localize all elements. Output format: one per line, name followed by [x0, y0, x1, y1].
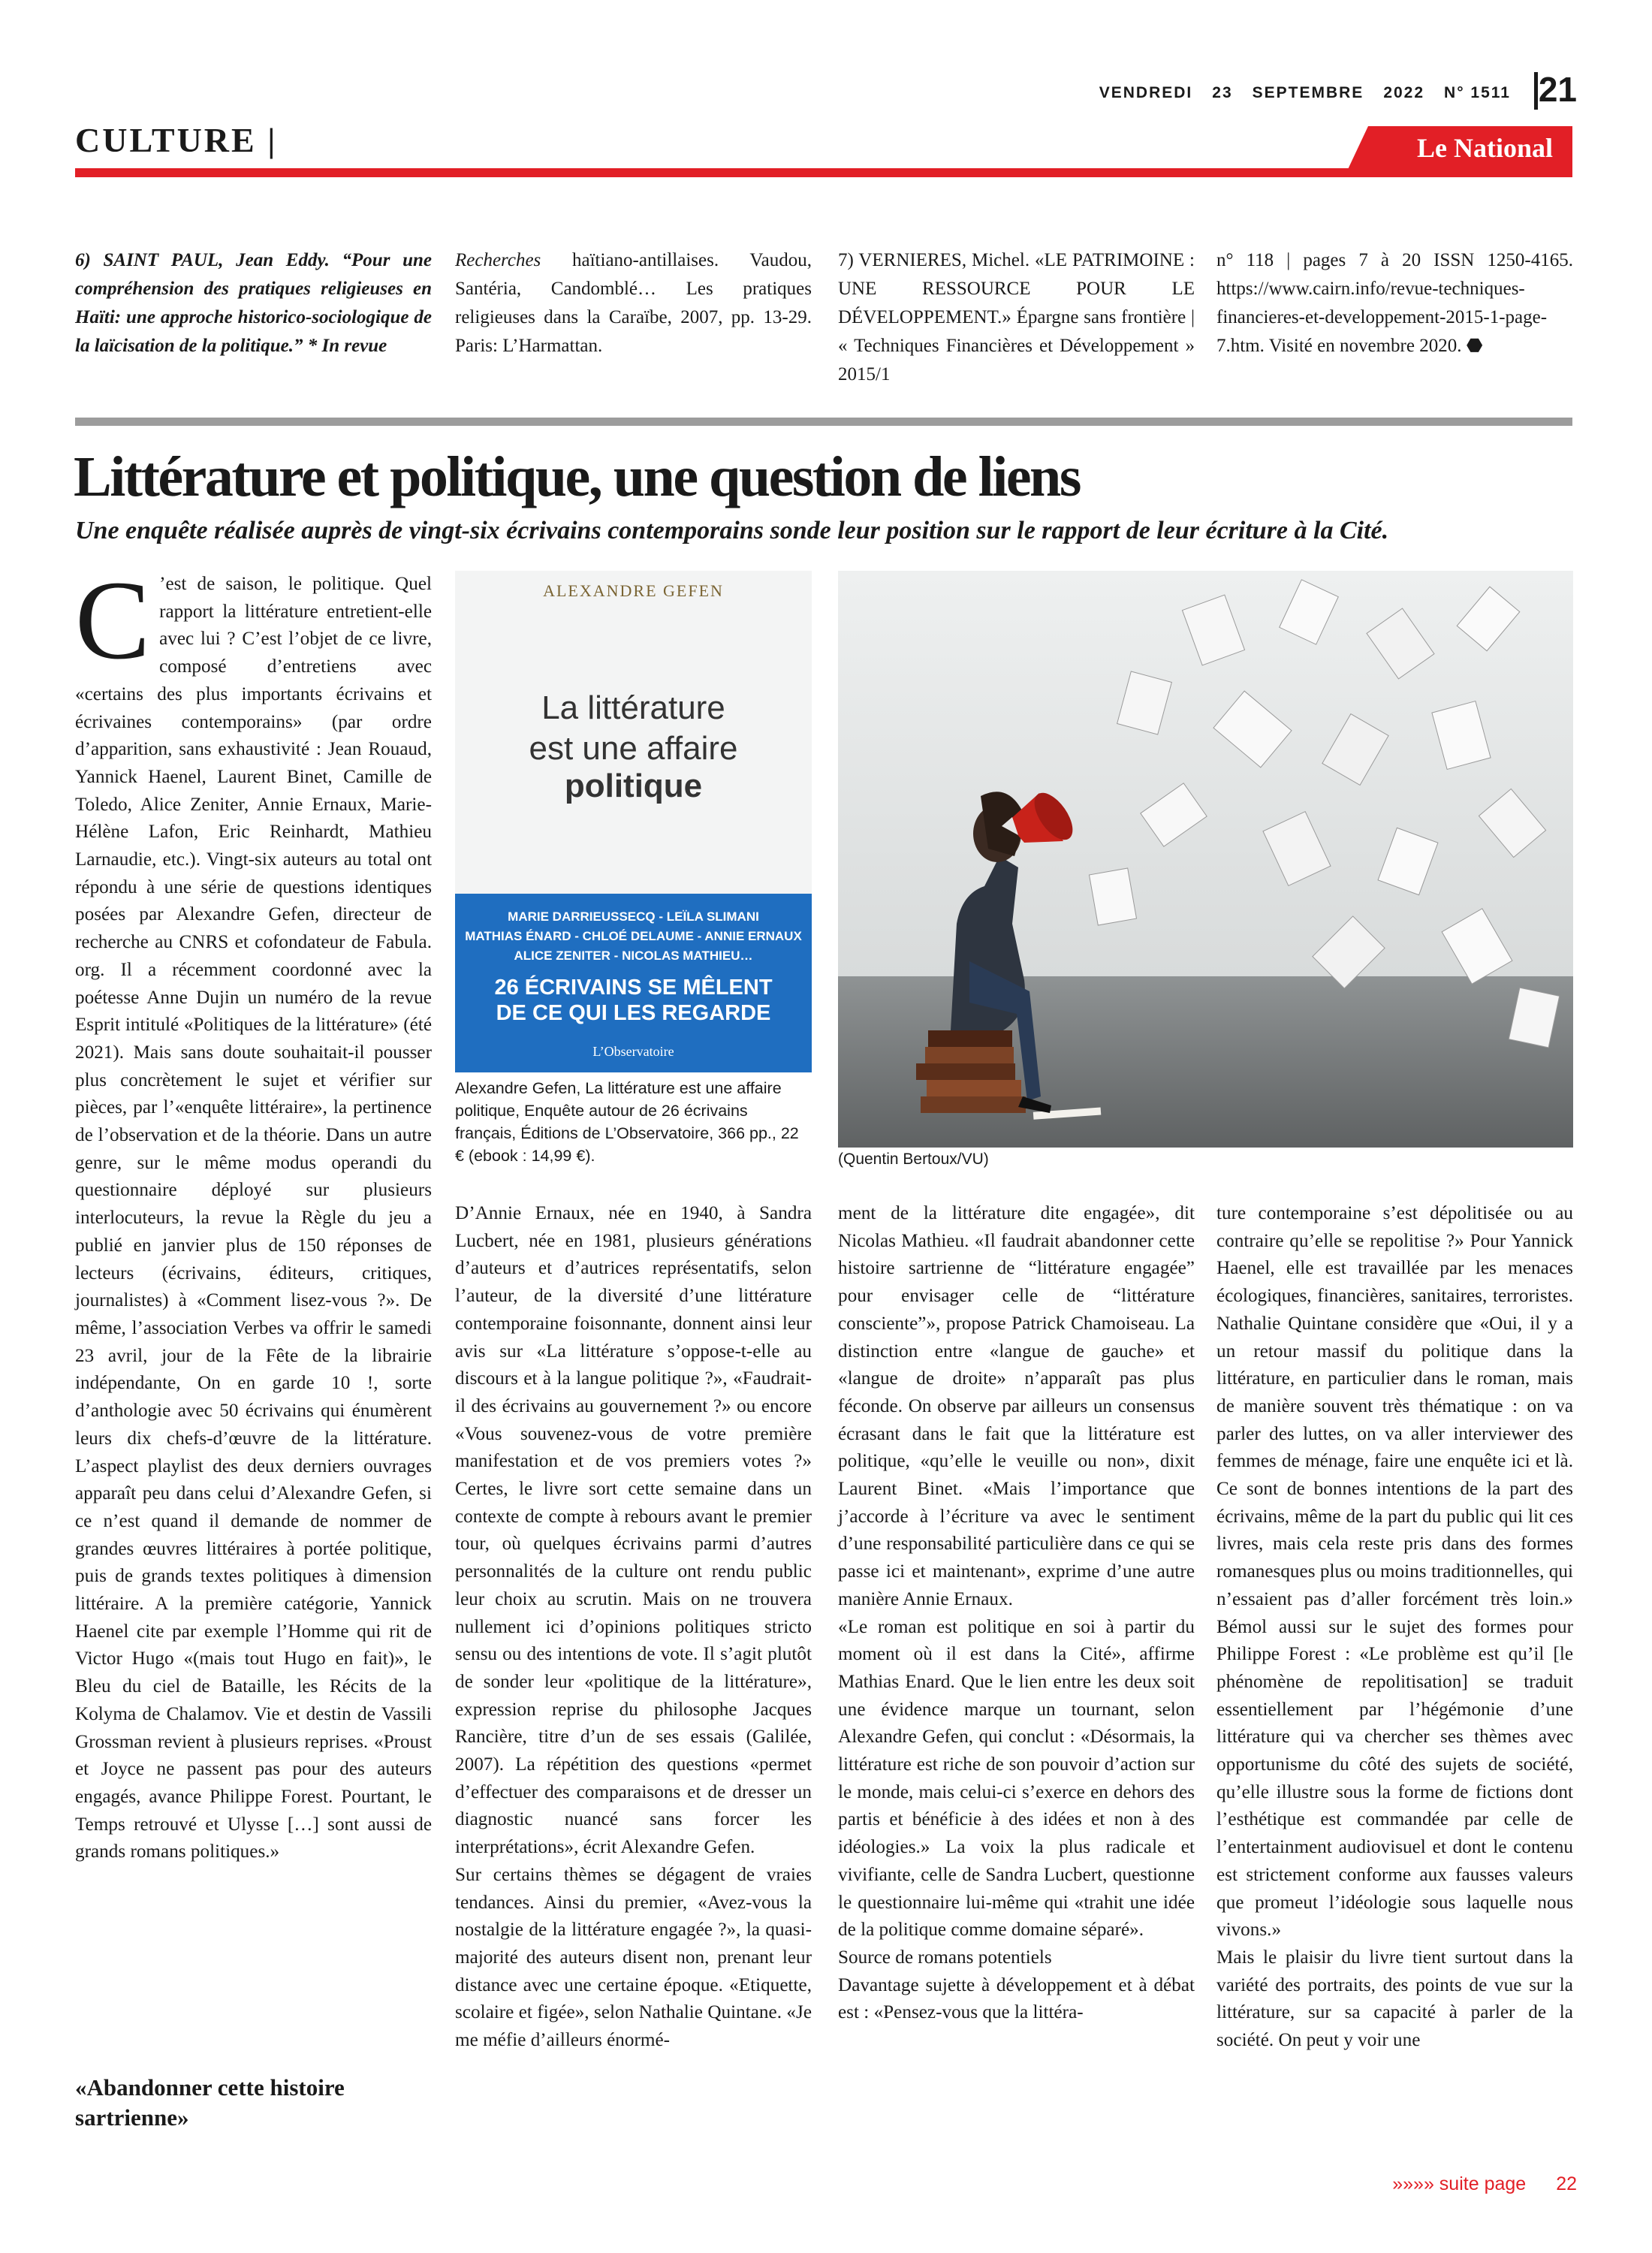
- article-column-3: [838, 1200, 1195, 2027]
- brand-name: Le National: [1416, 133, 1553, 163]
- article-subtitle: Une enquête réalisée auprès de vingt-six écrivains contemporains sonde leur position sur le rapport de leur écriture à la Cité.: [75, 517, 1389, 544]
- cover-author-names: [455, 907, 812, 966]
- column-3-paragraph: ment de la littérature dite engagée», dit Nicolas Mathieu. «Il faudrait abandonner cette histoire sartrienne de “littérature engagée” pour envisager celle de “littérature consciente”», propose Patrick Chamoiseau. La distinction entre «langue de gauche» et «langue de droite» n’apparaît pas plus féconde. On observe par ailleurs un consensus écrasant dans le fait que la littérature est politique, «qu’elle le veuille ou non», dixit Laurent Binet. «Mais l’importance que j’accorde à l’écriture va avec le sentiment d’une responsabilité particulière dans ce qui se passe ici et maintenant», exprime d’une autre manière Annie Ernaux.: [838, 1203, 1195, 1609]
- reference-7-continued: n° 118 | pages 7 à 20 ISSN 1250-4165. https://www.cairn.info/revue-techniques-financieres-et-developpement-2015-1-page-7.htm. Visité en novembre 2020. ⬣: [1216, 250, 1573, 356]
- cover-author: ALEXANDRE GEFEN: [543, 581, 724, 600]
- reference-6-rest: haïtiano-antillaises. Vaudou, Santéria, Candomblé… Les pratiques religieuses dans la Caraïbe, 2007, pp. 13-29. Paris: L’Harmattan.: [455, 250, 812, 356]
- article-divider: [75, 418, 1572, 426]
- article-column-2: [455, 1200, 812, 2055]
- cover-title-line-2: est une affaire: [529, 730, 738, 767]
- column-4-paragraph: ture contemporaine s’est dépolitisée ou au contraire qu’elle se repolitise ?» Pour Yannick Haenel, elle est travaillée par les menaces écologiques, financières, sanitaires, terroristes. Nathalie Quintane considère que «Oui, il y a un retour massif du politique dans la littérature, en particulier dans le roman, mais de manière souvent très thématique : on va parler des luttes, on va aller interviewer des femmes de ménage, faire une enquête ici et là. Ce sont de bonnes intentions de la part des écrivains, même de la part du public qui lit ces livres, mais cela reste pris dans des formes romanesques plus ou moins traditionnelles, qui n’essaient pas d’aller forcément très loin.» Bémol aussi sur le sujet des formes pour Philippe Forest : «Le problème est qu’il [le phénomène de repolitisation] se traduit essentiellement par l’hégémonie d’une littérature qui va chercher ses thèmes avec opportunisme du côté des sujets de société, qu’elle illustre sous la forme de fictions dont l’esthétique est commandée par celle de l’entertainment audiovisuel et dont le contenu est strictement conforme aux fausses valeurs que promeut l’idéologie sous laquelle nous vivons.»: [1216, 1203, 1573, 1941]
- reference-6-journal: Recherches: [455, 250, 541, 270]
- photo-credit: (Quentin Bertoux/VU): [838, 1151, 989, 1168]
- issue-date-line: [1080, 84, 1511, 102]
- month: SEPTEMBRE: [1252, 84, 1364, 101]
- cover-tagline: [455, 975, 812, 1026]
- cover-tagline-line: DE CE QUI LES REGARDE: [496, 1001, 771, 1025]
- column-1-paragraph: ’est de saison, le politique. Quel rapport la littérature entretient-elle avec lui ? C’est l’objet de ce livre, composé d’entretiens avec «certains des plus importants écrivains et écrivaines contemporains» (par ordre d’apparition, sans exhaustivité : Jean Rouaud, Yannick Haenel, Laurent Binet, Camille de Toledo, Alice Zeniter, Annie Ernaux, Marie-Hélène Lafon, Eric Reinhardt, Mathieu Larnaudie, etc.). Vingt-six auteurs au total ont répondu à une série de questions identiques posées par Alexandre Gefen, directeur de recherche au CNRS et cofondateur de Fabula. org. Il a récemment coordonné avec la poétesse Anne Dujin un numéro de la revue Esprit intitulé «Politiques de la littérature» (été 2021). Mais sans doute souhaitait-il pousser plus concrètement le sujet et vérifier sur pièces, par l’«enquête littéraire», la pertinence de l’observation et de la théorie. Dans un autre genre, sur le même modus operandi du questionnaire déployé sur plusieurs interlocuteurs, la revue la Règle du jeu a publié en janvier plus de 150 réponses de lecteurs (écrivains, éditeurs, critiques, journalistes) à «Comment lisez-vous ?». De même, l’association Verbes va offrir le samedi 23 avril, jour de la Fête de la librairie indépendante, On en garde 10 !, sorte d’anthologie avec 50 écrivains qui énumèrent leurs dix chefs-d’œuvre de la littérature. L’aspect playlist des deux derniers ouvrages apparaît peu dans celui d’Alexandre Gefen, si ce n’est quand il demande de nommer de grandes œuvres littéraires à portée politique, puis de grands textes politiques à dimension littéraire. A la première catégorie, Yannick Haenel cite par exemple l’Homme qui rit de Victor Hugo «(mais tout Hugo en fait)», le Bleu du ciel de Bataille, les Récits de la Kolyma de Chalamov. Vie et destin de Vassili Grossman revient à plusieurs reprises. «Proust et Joyce ne passent pas pour des auteurs engagés, avance Philippe Forest. Pourtant, le Temps retrouvé et Ulysse […] sont aussi de grands romans politiques.»: [75, 574, 432, 1862]
- issue-number: N° 1511: [1444, 84, 1511, 101]
- date-number: 23: [1212, 84, 1233, 101]
- cover-names-line: MATHIAS ÉNARD - CHLOÉ DELAUME - ANNIE ERNAUX: [465, 929, 802, 943]
- cover-publisher: L’Observatoire: [592, 1044, 674, 1059]
- column-2-paragraph: D’Annie Ernaux, née en 1940, à Sandra Lucbert, née en 1981, plusieurs générations d’auteurs et d’autrices représentatifs, selon l’auteur, de la diversité d’une littérature contemporaine foisonnante, donnent ainsi leur avis sur «La littérature s’oppose-t-elle au discours et à la langue politique ?», «Faudrait-il des écrivains au gouvernement ?» ou encore «Vous souvenez-vous de votre première manifestation et de vos premiers votes ?» Certes, le livre sort cette semaine dans un contexte de compte à rebours avant le premier tour, où quelques écrivains parmi d’autres personnalités de la culture ont rendu public leur choix au scrutin. Mais on ne trouvera nullement ici d’opinions politiques stricto sensu ou des intentions de vote. Il s’agit plutôt de sonder leur «politique de la littérature», expression reprise du philosophe Jacques Rancière, titre d’un de ses essais (Galilée, 2007). La répétition des questions «permet d’effectuer des comparaisons et de dresser un diagnostic nuancé sans forcer les interprétations», écrit Alexandre Gefen.: [455, 1203, 812, 1858]
- article-column-4: [1216, 1200, 1573, 2055]
- cover-tagline-line: 26 ÉCRIVAINS SE MÊLENT: [494, 976, 773, 1000]
- column-3-paragraph: «Le roman est politique en soi à partir du moment où il est dans la Cité», affirme Mathias Enard. Que le lien entre les deux soit une évidence marque un tournant, selon Alexandre Gefen, qui conclut : «Désormais, la littérature est riche de son pouvoir d’action sur le monde, mais celui-ci s’exerce en dehors des partis et bénéficie à des idées et non à des idéologies.» La voix la plus radicale et vivifiante, celle de Sandra Lucbert, questionne le questionnaire lui-même qui «trahit une idée de la politique comme domaine séparé».: [838, 1616, 1195, 1941]
- reference-7: 7) VERNIERES, Michel. «LE PATRIMOINE : UNE RESSOURCE POUR LE DÉVELOPPEMENT.» Épargne sans frontière | « Techniques Financières et Développement » 2015/1: [838, 250, 1195, 385]
- year: 2022: [1383, 84, 1425, 101]
- cover-blue-band: [455, 894, 812, 1072]
- day: VENDREDI: [1099, 84, 1193, 101]
- column-4-paragraph: Mais le plaisir du livre tient surtout dans la variété des portraits, des points de vue sur la littérature, sur sa capacité à parler de la société. On peut y voir une: [1216, 1947, 1573, 2051]
- book-caption: Alexandre Gefen, La littérature est une affaire politique, Enquête autour de 26 écrivains français, Éditions de L’Observatoire, 366 pp., 22 € (ebook : 14,99 €).: [455, 1079, 799, 1165]
- cover-title-line-1: La littérature: [541, 689, 725, 726]
- drop-cap: C: [75, 558, 151, 683]
- article-column-1: [75, 558, 432, 1866]
- cover-title-line-3: politique: [564, 768, 703, 804]
- column-2-paragraph: Sur certains thèmes se dégagent de vraies tendances. Ainsi du premier, «Avez-vous la nostalgie de la littérature engagée ?», la quasi-majorité des auteurs disent non, prenant leur distance avec une certaine époque. «Etiquette, scolaire et figée», selon Nathalie Quintane. «Je me méfie d’ailleurs énormé-: [455, 1864, 812, 2051]
- reference-6: 6) SAINT PAUL, Jean Eddy. “Pour une compréhension des pratiques religieuses en Haïti: une approche historico-sociologique de la laïcisation de la politique.” * In revue: [75, 250, 432, 356]
- reference-6-continued: [455, 246, 812, 360]
- continue-label: »»»» suite page: [1392, 2173, 1527, 2194]
- continued-on-page: [1392, 2173, 1577, 2195]
- book-cover-image: [455, 571, 812, 1072]
- cover-names-line: MARIE DARRIEUSSECQ - LEÏLA SLIMANI: [508, 909, 759, 924]
- column-3-paragraph: Davantage sujette à développement et à débat est : «Pensez-vous que la littéra-: [838, 1974, 1195, 2023]
- cover-names-line: ALICE ZENITER - NICOLAS MATHIEU…: [514, 949, 753, 963]
- section-label: CULTURE |: [75, 121, 278, 159]
- page-number-divider: [1534, 72, 1538, 110]
- continue-page-number: 22: [1556, 2173, 1577, 2194]
- megaphone-photo: [838, 571, 1573, 1148]
- article-title: Littérature et politique, une question de liens: [74, 445, 1080, 508]
- column-3-subhead: Source de romans potentiels: [838, 1947, 1052, 1968]
- intertitle: «Abandonner cette histoire sartrienne»: [75, 2074, 345, 2131]
- page-number: 21: [1538, 70, 1577, 109]
